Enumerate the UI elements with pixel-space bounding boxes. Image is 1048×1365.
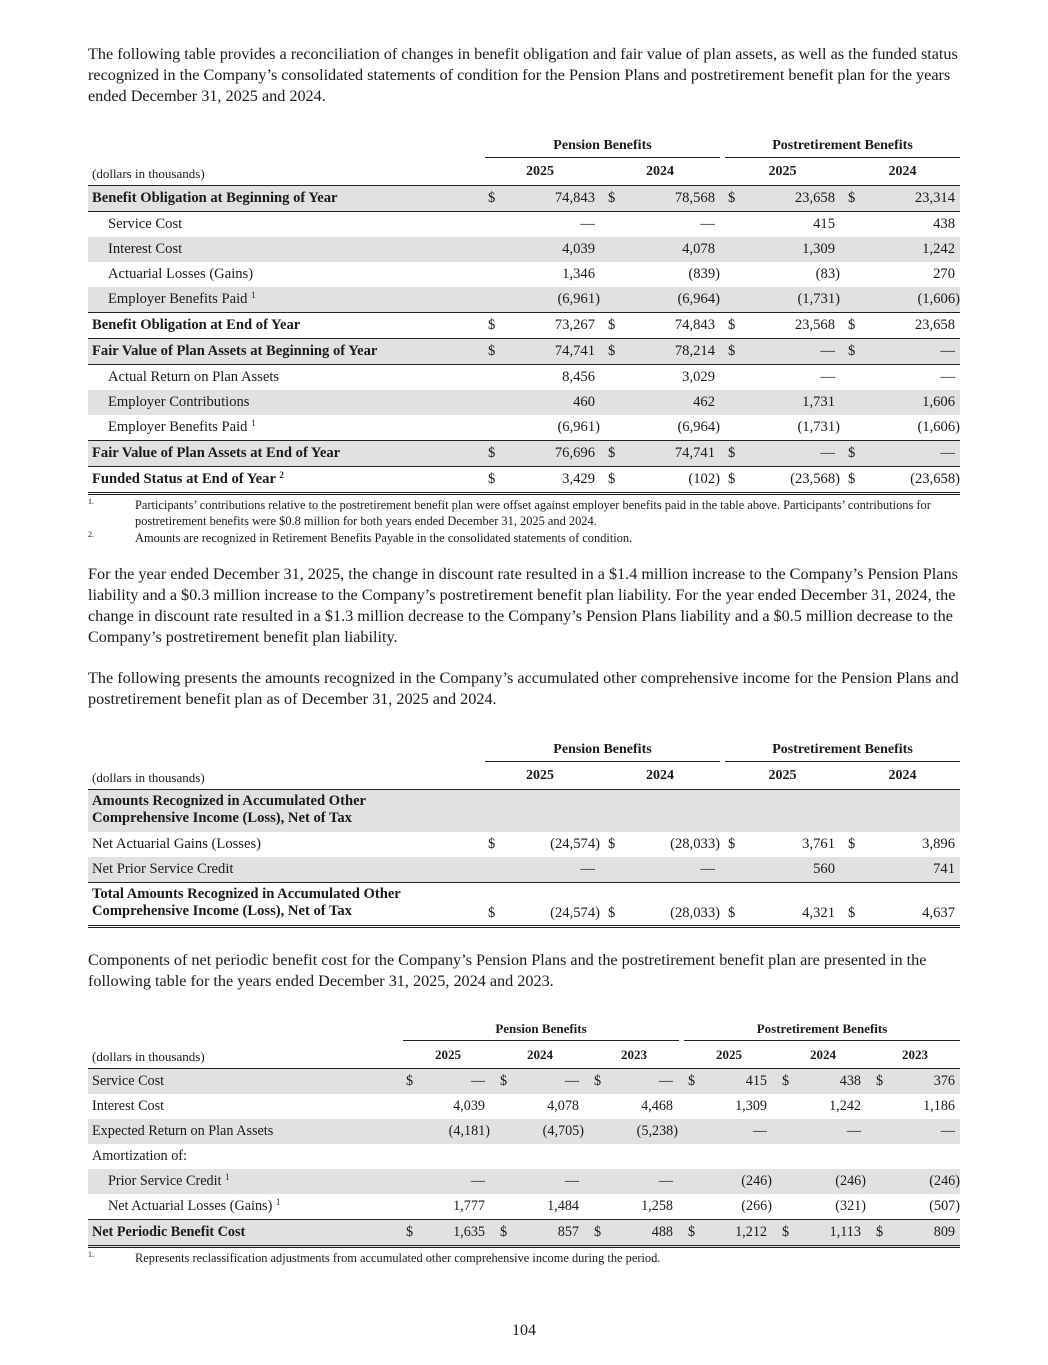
row-label: Amortization of:: [92, 1148, 187, 1164]
table-year-header: [88, 1043, 960, 1069]
dollar-sign: $: [488, 343, 496, 359]
value-cell: 1,731: [802, 394, 835, 410]
periodic-cost-paragraph: Components of net periodic benefit cost for the Company’s Pension Plans and the postretirement benefit plan are presented in the following table for the years ended December 31, 2025, 2024 and 2023.: [88, 951, 927, 990]
value-cell: 438: [839, 1073, 861, 1089]
dollar-sign: $: [688, 1224, 696, 1240]
value-cell: 3,029: [682, 369, 715, 385]
row-label: Net Actuarial Losses (Gains) $^1$: [108, 1197, 281, 1214]
value-cell: 4,468: [641, 1098, 673, 1114]
row-label: Employer Contributions: [108, 394, 250, 410]
value-cell: 809: [933, 1224, 955, 1240]
dollar-sign: $: [608, 343, 616, 359]
row-label: Benefit Obligation at End of Year: [92, 317, 301, 333]
row-label: Interest Cost: [92, 1098, 165, 1114]
value-cell: (5,238): [636, 1123, 678, 1139]
table-row: [88, 313, 960, 339]
row-label: Fair Value of Plan Assets at End of Year: [92, 445, 341, 461]
value-cell: 560: [813, 861, 835, 877]
pension-benefits-header: Pension Benefits: [485, 742, 720, 762]
dollar-sign: $: [876, 1073, 884, 1089]
value-cell: (24,574): [550, 905, 600, 921]
dollar-sign: $: [728, 471, 736, 487]
dollar-sign: $: [608, 317, 616, 333]
unit-label: (dollars in thousands): [92, 770, 205, 785]
value-cell: 78,568: [674, 190, 715, 206]
year-header: 2024: [527, 1047, 553, 1062]
value-cell: 23,568: [794, 317, 835, 333]
dollar-sign: $: [782, 1073, 790, 1089]
value-cell: 4,321: [802, 905, 835, 921]
table-row: [88, 390, 960, 415]
dollar-sign: $: [594, 1224, 602, 1240]
dollar-sign: $: [488, 905, 496, 921]
value-cell: —: [700, 216, 715, 232]
table-row: [88, 339, 960, 365]
year-header: 2025: [716, 1047, 742, 1062]
value-cell: 1,346: [562, 266, 595, 282]
pension-benefits-header: Pension Benefits: [403, 1021, 679, 1041]
table-row: [88, 262, 960, 287]
dollar-sign: $: [488, 445, 496, 461]
dollar-sign: $: [488, 471, 496, 487]
row-label: Actuarial Losses (Gains): [108, 266, 254, 282]
row-label: Total Amounts Recognized in Accumulated Other Comprehensive Income (Loss), Net of Tax: [92, 886, 401, 919]
dollar-sign: $: [488, 317, 496, 333]
value-cell: 1,212: [735, 1224, 767, 1240]
row-label: Interest Cost: [108, 241, 183, 257]
value-cell: —: [940, 343, 955, 359]
value-cell: 1,606: [922, 394, 955, 410]
value-cell: 1,242: [829, 1098, 861, 1114]
value-cell: (507): [929, 1198, 960, 1214]
dollar-sign: $: [500, 1224, 508, 1240]
value-cell: 74,843: [554, 190, 595, 206]
value-cell: —: [580, 216, 595, 232]
benefit-obligation-table: [88, 135, 960, 495]
value-cell: 3,429: [562, 471, 595, 487]
postretirement-benefits-header: Postretirement Benefits: [725, 742, 960, 762]
year-header: 2023: [621, 1047, 647, 1062]
value-cell: —: [470, 1173, 485, 1189]
value-cell: —: [658, 1073, 673, 1089]
value-cell: 1,186: [923, 1098, 955, 1114]
value-cell: 4,039: [562, 241, 595, 257]
value-cell: —: [564, 1173, 579, 1189]
value-cell: (6,964): [677, 291, 720, 307]
dollar-sign: $: [848, 317, 856, 333]
value-cell: 1,113: [829, 1224, 861, 1240]
value-cell: 73,267: [554, 317, 595, 333]
value-cell: —: [820, 343, 835, 359]
row-label: Prior Service Credit $^1$: [108, 1172, 230, 1189]
value-cell: —: [580, 861, 595, 877]
footnote-text: Amounts are recognized in Retirement Benefits Payable in the consolidated statements of condition.: [135, 531, 633, 545]
table-row: [88, 467, 960, 495]
value-cell: 74,741: [554, 343, 595, 359]
dollar-sign: $: [728, 317, 736, 333]
footnote-number: 2.: [88, 530, 94, 539]
unit-label: (dollars in thousands): [92, 166, 205, 181]
year-header: 2023: [902, 1047, 928, 1062]
unit-label: (dollars in thousands): [92, 1049, 205, 1064]
row-label: Service Cost: [92, 1073, 165, 1089]
value-cell: 460: [573, 394, 595, 410]
footnote-number: 1.: [88, 1250, 94, 1259]
value-cell: (839): [688, 266, 720, 282]
intro-paragraph: The following table provides a reconciliation of changes in benefit obligation and fair value of plan assets, as well as the funded status recognized in the Company’s consolidated statements of condition for the Pension Plans and postretirement benefit plan for the years ended December 31, 2025 and 2024.: [88, 45, 958, 105]
value-cell: (1,731): [797, 291, 840, 307]
value-cell: 4,637: [922, 905, 955, 921]
year-header: 2025: [526, 768, 554, 783]
row-label: Employer Benefits Paid $^1$: [108, 290, 256, 307]
value-cell: 3,896: [922, 836, 955, 852]
value-cell: 270: [933, 266, 955, 282]
row-label: Benefit Obligation at Beginning of Year: [92, 190, 338, 206]
footnote-ref: 2: [279, 470, 284, 480]
year-header: 2025: [435, 1047, 461, 1062]
table1-footnotes: [88, 497, 960, 546]
value-cell: (23,658): [910, 471, 960, 487]
footnote-number: 1.: [88, 497, 94, 506]
value-cell: 438: [933, 216, 955, 232]
value-cell: 1,258: [641, 1198, 673, 1214]
year-header: 2024: [888, 164, 917, 179]
value-cell: 857: [557, 1224, 579, 1240]
value-cell: —: [846, 1123, 861, 1139]
dollar-sign: $: [500, 1073, 508, 1089]
dollar-sign: $: [848, 905, 856, 921]
value-cell: (4,181): [448, 1123, 490, 1139]
periodic-cost-table: [88, 1018, 960, 1248]
value-cell: 1,777: [453, 1198, 485, 1214]
year-header: 2025: [768, 768, 797, 783]
table-group-header: [88, 1018, 960, 1043]
value-cell: —: [940, 445, 955, 461]
dollar-sign: $: [848, 836, 856, 852]
page-number: 104: [512, 1322, 536, 1339]
year-header: 2024: [646, 164, 674, 179]
value-cell: 23,314: [914, 190, 955, 206]
table-row: [88, 287, 960, 313]
table-row: [88, 832, 960, 857]
section-header-row: [88, 790, 960, 832]
value-cell: —: [658, 1173, 673, 1189]
year-header: 2024: [646, 768, 674, 783]
value-cell: 4,039: [453, 1098, 485, 1114]
table-row: [88, 1119, 960, 1144]
discount-rate-paragraph: For the year ended December 31, 2025, the change in discount rate resulted in a $1.4 million increase to the Company’s Pension Plans liability and a $0.3 million increase to the Company’s postretirement benefit plan liability. For the year ended December 31, 2024, the change in discount rate resulted in a $1.3 million decrease to the Company’s Pension Plans liability and a $0.5 million decrease to the Company’s postretirement benefit plan liability.: [88, 565, 958, 646]
value-cell: (28,033): [670, 905, 720, 921]
value-cell: 1,309: [735, 1098, 767, 1114]
table-row: [88, 237, 960, 262]
value-cell: (24,574): [550, 836, 600, 852]
dollar-sign: $: [488, 190, 496, 206]
dollar-sign: $: [488, 836, 496, 852]
value-cell: —: [564, 1073, 579, 1089]
value-cell: 415: [745, 1073, 767, 1089]
value-cell: (1,731): [797, 419, 840, 435]
value-cell: 1,484: [547, 1198, 579, 1214]
table-row: [88, 1194, 960, 1220]
dollar-sign: $: [608, 905, 616, 921]
dollar-sign: $: [848, 343, 856, 359]
year-header: 2024: [888, 768, 917, 783]
value-cell: 415: [813, 216, 835, 232]
dollar-sign: $: [728, 836, 736, 852]
table-group-header: [88, 739, 960, 764]
value-cell: 741: [933, 861, 955, 877]
table-row: [88, 1094, 960, 1119]
footnote: [88, 530, 960, 546]
row-label: Funded Status at End of Year $^2$: [92, 470, 284, 487]
footnote-text: Participants’ contributions relative to the postretirement benefit plan were offset against employer benefits paid in the table above. Participants’ contributions for postretirement benefits were $0.8 million for both years ended December 31, 2025 and 2024.: [135, 498, 931, 528]
value-cell: —: [752, 1123, 767, 1139]
value-cell: (246): [929, 1173, 960, 1189]
value-cell: 376: [933, 1073, 955, 1089]
value-cell: 4,078: [547, 1098, 579, 1114]
dollar-sign: $: [782, 1224, 790, 1240]
dollar-sign: $: [608, 445, 616, 461]
footnote-ref: 1: [225, 1172, 230, 1182]
value-cell: 78,214: [674, 343, 715, 359]
section-label: Amounts Recognized in Accumulated Other Comprehensive Income (Loss), Net of Tax: [92, 793, 367, 826]
value-cell: 74,843: [674, 317, 715, 333]
table-row: [88, 1144, 960, 1169]
dollar-sign: $: [728, 190, 736, 206]
value-cell: —: [470, 1073, 485, 1089]
row-label: Net Prior Service Credit: [92, 861, 234, 877]
table-row: [88, 415, 960, 441]
dollar-sign: $: [406, 1073, 414, 1089]
value-cell: 4,078: [682, 241, 715, 257]
aoci-intro-paragraph: The following presents the amounts recognized in the Company’s accumulated other comprehensive income for the Pension Plans and postretirement benefit plan as of December 31, 2025 and 2024.: [88, 669, 959, 708]
value-cell: 462: [693, 394, 715, 410]
row-label: Actual Return on Plan Assets: [108, 369, 280, 385]
dollar-sign: $: [728, 905, 736, 921]
footnote-ref: 1: [251, 290, 256, 300]
table3-footnote: [88, 1250, 960, 1266]
table-row: [88, 1169, 960, 1194]
value-cell: 23,658: [794, 190, 835, 206]
footnote-text: Represents reclassification adjustments from accumulated other comprehensive income during the period.: [135, 1251, 661, 1265]
value-cell: —: [820, 369, 835, 385]
year-header: 2025: [526, 164, 554, 179]
row-label: Expected Return on Plan Assets: [92, 1123, 274, 1139]
value-cell: 76,696: [554, 445, 595, 461]
value-cell: (23,568): [790, 471, 840, 487]
value-cell: 488: [651, 1224, 673, 1240]
table-row: [88, 441, 960, 467]
dollar-sign: $: [608, 836, 616, 852]
total-row: [88, 883, 960, 928]
value-cell: —: [820, 445, 835, 461]
value-cell: —: [940, 1123, 955, 1139]
row-label: Net Actuarial Gains (Losses): [92, 836, 261, 852]
value-cell: 3,761: [802, 836, 835, 852]
value-cell: 1,635: [453, 1224, 485, 1240]
aoci-table: [88, 739, 960, 928]
dollar-sign: $: [608, 471, 616, 487]
value-cell: (28,033): [670, 836, 720, 852]
value-cell: 8,456: [562, 369, 595, 385]
value-cell: 1,309: [802, 241, 835, 257]
value-cell: 1,242: [922, 241, 955, 257]
row-label: Fair Value of Plan Assets at Beginning of Year: [92, 343, 378, 359]
dollar-sign: $: [728, 343, 736, 359]
year-header: 2025: [768, 164, 797, 179]
footnote: [88, 1250, 960, 1266]
postretirement-benefits-header: Postretirement Benefits: [725, 138, 960, 158]
footnote: [88, 497, 960, 529]
dollar-sign: $: [688, 1073, 696, 1089]
value-cell: (83): [815, 266, 840, 282]
value-cell: (266): [741, 1198, 772, 1214]
table-row: [88, 365, 960, 390]
year-header: 2024: [810, 1047, 836, 1062]
postretirement-benefits-header: Postretirement Benefits: [684, 1021, 960, 1041]
dollar-sign: $: [728, 445, 736, 461]
footnote-ref: 1: [251, 418, 256, 428]
row-label: Service Cost: [108, 216, 183, 232]
value-cell: (6,961): [557, 291, 600, 307]
dollar-sign: $: [876, 1224, 884, 1240]
value-cell: (6,961): [557, 419, 600, 435]
value-cell: 23,658: [914, 317, 955, 333]
table-row: [88, 1069, 960, 1094]
pension-benefits-header: Pension Benefits: [485, 138, 720, 158]
value-cell: (246): [741, 1173, 772, 1189]
value-cell: (1,606): [917, 291, 960, 307]
total-row: [88, 1220, 960, 1248]
value-cell: (1,606): [917, 419, 960, 435]
table-row: [88, 857, 960, 883]
value-cell: (321): [835, 1198, 866, 1214]
dollar-sign: $: [848, 190, 856, 206]
value-cell: (102): [688, 471, 720, 487]
dollar-sign: $: [608, 190, 616, 206]
dollar-sign: $: [406, 1224, 414, 1240]
dollar-sign: $: [848, 445, 856, 461]
dollar-sign: $: [594, 1073, 602, 1089]
value-cell: (246): [835, 1173, 866, 1189]
row-label: Net Periodic Benefit Cost: [92, 1224, 246, 1240]
table-group-header: [88, 135, 960, 160]
table-row: [88, 212, 960, 237]
row-label: Employer Benefits Paid $^1$: [108, 418, 256, 435]
value-cell: —: [940, 369, 955, 385]
value-cell: (4,705): [542, 1123, 584, 1139]
table-row: [88, 186, 960, 212]
footnote-ref: 1: [275, 1197, 281, 1207]
table-year-header: [88, 160, 960, 186]
value-cell: (6,964): [677, 419, 720, 435]
table-year-header: [88, 764, 960, 790]
dollar-sign: $: [848, 471, 856, 487]
value-cell: —: [700, 861, 715, 877]
value-cell: 74,741: [674, 445, 715, 461]
